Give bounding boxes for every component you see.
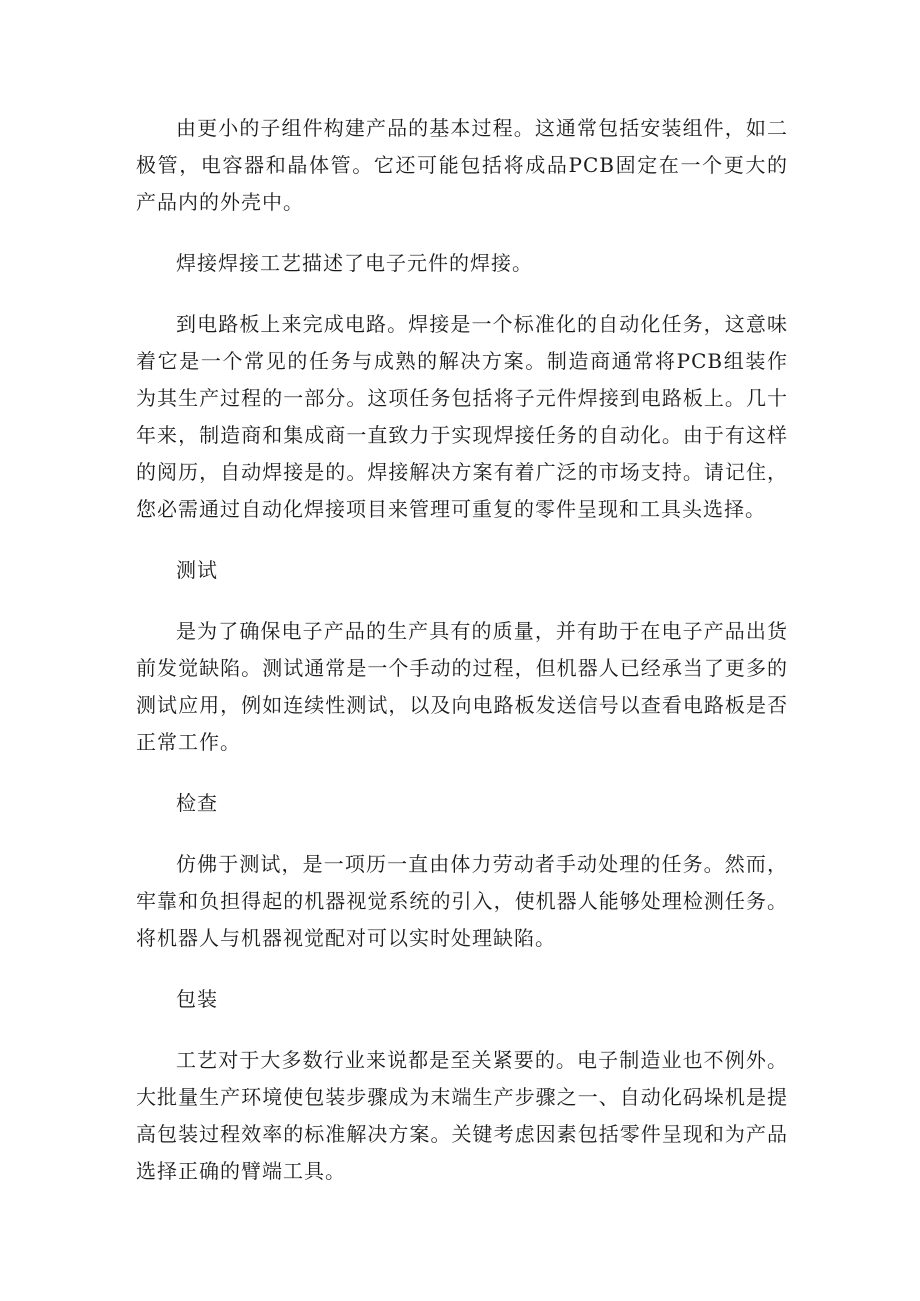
heading-soldering: 焊接焊接工艺描述了电子元件的焊接。 [176,251,533,275]
paragraph-packaging: 工艺对于大多数行业来说都是至关紧要的。电子制造业也不例外。大批量生产环境使包装步骤成为末端生产步骤之一、自动化码垛机是提高包装过程效率的标准解决方案。关键考虑因素包括零件呈现和为产品选择正确的臂端工具。 [136,1048,788,1183]
paragraph-soldering: 到电路板上来完成电路。焊接是一个标准化的自动化任务，这意味着它是一个常见的任务与成熟的解决方案。制造商通常将PCB组装作为其生产过程的一部分。这项任务包括将子元件焊接到电路板上。几十年来，制造商和集成商一直致力于实现焊接任务的自动化。由于有这样的阅历，自动焊接是的。焊接解决方案有着广泛的市场支持。请记住，您必需通过自动化焊接项目来管理可重复的零件呈现和工具头选择。 [136,312,788,521]
heading-packaging: 包装 [176,987,218,1011]
paragraph-testing: 是为了确保电子产品的生产具有的质量，并有助于在电子产品出货前发觉缺陷。测试通常是一个手动的过程，但机器人已经承当了更多的测试应用，例如连续性测试，以及向电路板发送信号以查看电路板是否正常工作。 [136,619,788,754]
heading-inspection: 检查 [176,791,218,815]
paragraph-inspection: 仿佛于测试，是一项历一直由体力劳动者手动处理的任务。然而，牢靠和负担得起的机器视觉系统的引入，使机器人能够处理检测任务。将机器人与机器视觉配对可以实时处理缺陷。 [136,852,788,950]
paragraph-assembly: 由更小的子组件构建产品的基本过程。这通常包括安装组件，如二极管，电容器和晶体管。它还可能包括将成品PCB固定在一个更大的产品内的外壳中。 [136,116,788,214]
document-body [136,110,788,1214]
heading-testing: 测试 [176,558,218,582]
